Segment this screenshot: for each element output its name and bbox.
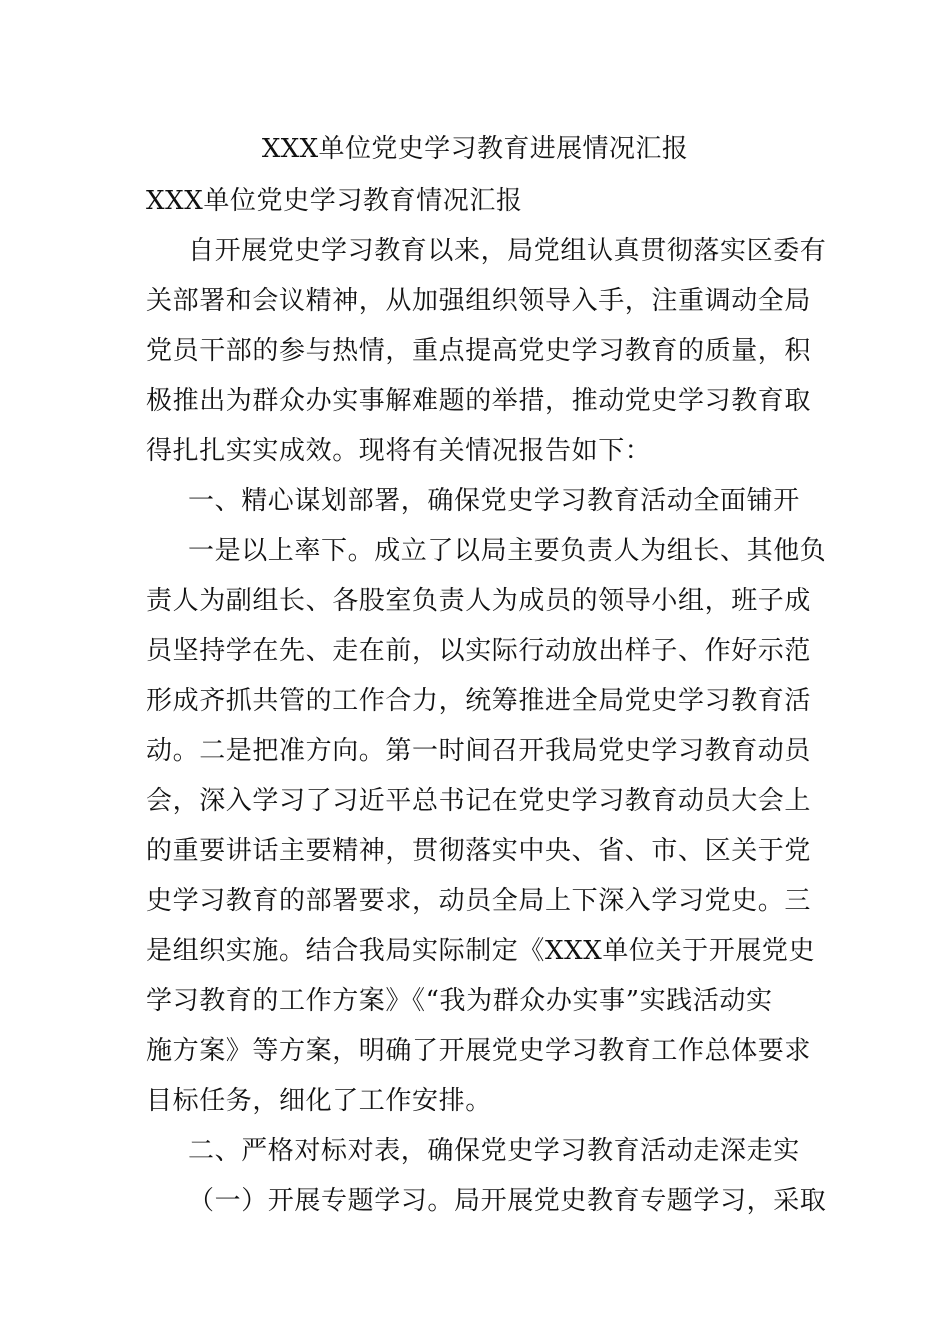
paragraph-line: （一）开展专题学习。局开展党史教育专题学习，采取 — [188, 1186, 827, 1216]
document-title: XXX单位党史学习教育进展情况汇报 — [261, 134, 689, 164]
paragraph-line: 党员干部的参与热情，重点提高党史学习教育的质量，积 — [146, 336, 812, 366]
paragraph-line: 目标任务，细化了工作安排。 — [146, 1086, 492, 1116]
paragraph-line: 自开展党史学习教育以来，局党组认真贯彻落实区委有 — [188, 236, 827, 266]
paragraph-line: 的重要讲话主要精神，贯彻落实中央、省、市、区关于党 — [146, 836, 812, 866]
paragraph-line: 施方案》等方案，明确了开展党史学习教育工作总体要求 — [146, 1036, 812, 1066]
paragraph-line: 是组织实施。结合我局实际制定《XXX单位关于开展党史 — [146, 936, 816, 966]
document-subtitle: XXX单位党史学习教育情况汇报 — [146, 186, 523, 216]
paragraph-line: 形成齐抓共管的工作合力，统筹推进全局党史学习教育活 — [146, 686, 812, 716]
section-heading-1: 一、精心谋划部署，确保党史学习教育活动全面铺开 — [188, 486, 800, 516]
paragraph-line: 员坚持学在先、走在前，以实际行动放出样子、作好示范 — [146, 636, 812, 666]
section-heading-2: 二、严格对标对表，确保党史学习教育活动走深走实 — [188, 1136, 800, 1166]
paragraph-line: 学习教育的工作方案》《“我为群众办实事”实践活动实 — [146, 986, 773, 1016]
paragraph-line: 史学习教育的部署要求，动员全局上下深入学习党史。三 — [146, 886, 812, 916]
paragraph-line: 关部署和会议精神，从加强组织领导入手，注重调动全局 — [146, 286, 812, 316]
paragraph-line: 极推出为群众办实事解难题的举措，推动党史学习教育取 — [146, 386, 812, 416]
paragraph-line: 得扎扎实实成效。现将有关情况报告如下： — [146, 436, 652, 466]
paragraph-line: 动。二是把准方向。第一时间召开我局党史学习教育动员 — [146, 736, 812, 766]
paragraph-line: 一是以上率下。成立了以局主要负责人为组长、其他负 — [188, 536, 827, 566]
paragraph-line: 责人为副组长、各股室负责人为成员的领导小组，班子成 — [146, 586, 812, 616]
paragraph-line: 会，深入学习了习近平总书记在党史学习教育动员大会上 — [146, 786, 812, 816]
